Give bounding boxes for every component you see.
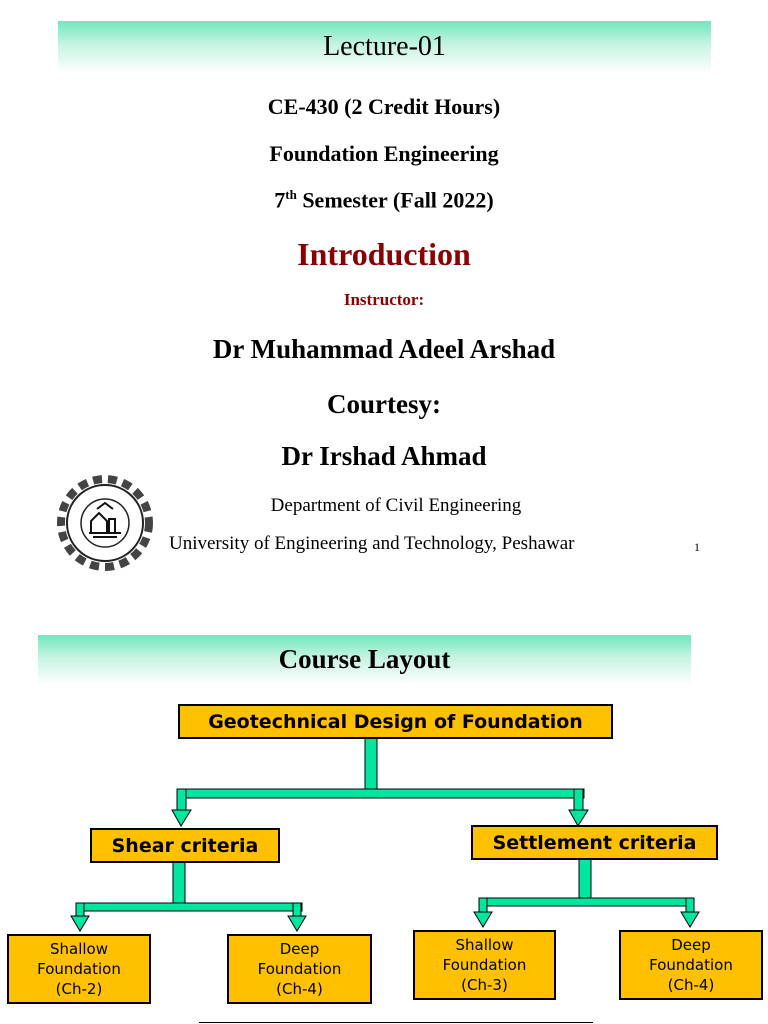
instructor-name: Dr Muhammad Adeel Arshad bbox=[212, 334, 556, 364]
shear-trunk bbox=[173, 862, 185, 904]
leaf-line: (Ch-4) bbox=[667, 976, 715, 994]
leaf-line: Foundation bbox=[649, 956, 733, 974]
course-code: CE-430 (2 Credit Hours) bbox=[267, 94, 501, 119]
leaf-line: (Ch-3) bbox=[461, 976, 508, 994]
leaf-shallow-ch3 bbox=[413, 930, 556, 1000]
root-trunk bbox=[365, 738, 377, 790]
leaf-line: Shallow bbox=[455, 936, 514, 954]
leaf-line: Shallow bbox=[49, 940, 108, 958]
courtesy-name: Dr Irshad Ahmad bbox=[281, 441, 487, 471]
leaf-line: Deep bbox=[671, 936, 711, 954]
settlement-trunk bbox=[579, 859, 591, 899]
leaf-deep-ch4-right bbox=[619, 930, 763, 1000]
leaf-deep-ch4-left bbox=[227, 934, 372, 1004]
leaf-line: Deep bbox=[279, 940, 320, 958]
leaf-line: Foundation bbox=[37, 960, 121, 978]
department-name: Department of Civil Engineering bbox=[270, 495, 522, 516]
left-branch-arrowhead bbox=[172, 810, 191, 826]
settlement-bar bbox=[479, 898, 694, 906]
root-box: Geotechnical Design of Foundation bbox=[178, 704, 613, 739]
shear-bar bbox=[76, 903, 302, 911]
introduction-heading: Introduction bbox=[297, 236, 471, 272]
leaf-line: Foundation bbox=[442, 956, 527, 974]
main-bar bbox=[177, 789, 584, 798]
leaf-line: Foundation bbox=[257, 960, 342, 978]
right-branch-arrowhead bbox=[569, 810, 588, 826]
settlement-criteria-box: Settlement criteria bbox=[471, 825, 718, 860]
leaf-line: (Ch-4) bbox=[276, 980, 323, 998]
university-name: University of Engineering and Technology, Peshawar bbox=[169, 533, 575, 554]
courtesy-label: Courtesy: bbox=[327, 389, 441, 419]
lecture-title: Lecture-01 bbox=[323, 31, 446, 62]
instructor-label: Instructor: bbox=[343, 290, 425, 309]
semester-text: Semester (Fall 2022) bbox=[296, 187, 494, 213]
course-name: Foundation Engineering bbox=[269, 141, 499, 166]
semester-superscript: th bbox=[285, 187, 297, 202]
leaf-shallow-ch2 bbox=[7, 934, 151, 1004]
page-number: 1 bbox=[694, 540, 700, 554]
semester-number: 7 bbox=[274, 187, 286, 213]
bottom-rule bbox=[199, 1022, 593, 1023]
leaf-line: (Ch-2) bbox=[55, 980, 103, 998]
shear-criteria-box: Shear criteria bbox=[90, 828, 280, 863]
course-layout-title: Course Layout bbox=[278, 644, 451, 674]
